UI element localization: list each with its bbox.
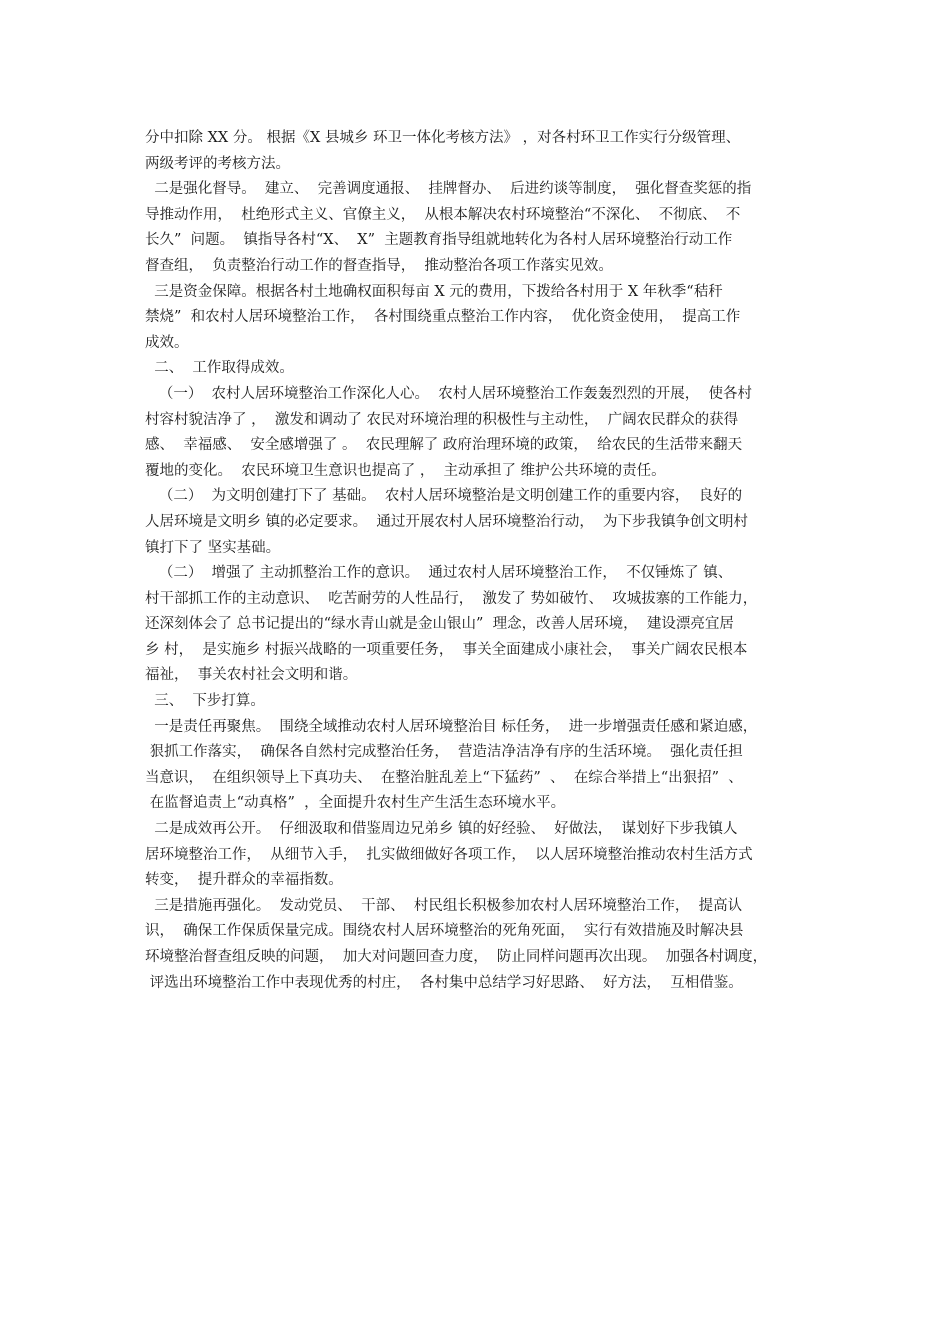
text-line: （二） 为文明创建打下了 基础。 农村人居环境整治是文明创建工作的重要内容， 良好的	[145, 488, 743, 505]
text-line: 长久” 问题。 镇指导各村“X、 X” 主题教育指导组就地转化为各村人居环境整治行动工作	[145, 232, 733, 249]
text-line: 识， 确保工作保质保量完成。围绕农村人居环境整治的死角死面， 实行有效措施及时解决县	[145, 923, 744, 940]
text-line: 居环境整治工作， 从细节入手， 扎实做细做好各项工作， 以人居环境整治推动农村生活方式	[145, 846, 753, 863]
text-line: 成效。	[145, 334, 189, 351]
text-line: 一是责任再聚焦。 围绕全域推动农村人居环境整治目 标任务， 进一步增强责任感和紧迫感，	[145, 718, 758, 735]
text-line: 村容村貌洁净了 ， 激发和调动了 农民对环境治理的积极性与主动性， 广阔农民群众的获得	[145, 411, 739, 428]
section-heading: 二、 工作取得成效。	[145, 360, 294, 377]
text-line: 督查组， 负责整治行动工作的督查指导， 推动整治各项工作落实见效。	[145, 257, 613, 274]
section-heading: 三、 下步打算。	[145, 693, 265, 710]
text-line: 二是强化督导。 建立、 完善调度通报、 挂牌督办、 后进约谈等制度， 强化督查奖惩的指	[145, 181, 752, 198]
text-line: 还深刻体会了 总书记提出的“绿水青山就是金山银山” 理念，改善人居环境， 建设漂亮宜居	[145, 616, 734, 633]
text-line: 覆地的变化。 农民环境卫生意识也提高了 ， 主动承担了 维护公共环境的责任。	[145, 462, 666, 479]
text-line: 禁烧” 和农村人居环境整治工作， 各村围绕重点整治工作内容， 优化资金使用， 提高工作	[145, 309, 741, 326]
text-line: 评选出环境整治工作中表现优秀的村庄， 各村集中总结学习好思路、 好方法， 互相借鉴。	[145, 974, 743, 991]
text-line: （二） 增强了 主动抓整治工作的意识。 通过农村人居环境整治工作， 不仅锤炼了 镇、	[145, 565, 733, 582]
text-line: 福祉， 事关农村社会文明和谐。	[145, 667, 358, 684]
text-line: 乡 村， 是实施乡 村振兴战略的一项重要任务， 事关全面建成小康社会， 事关广阔农民根本	[145, 641, 748, 658]
text-line: 导推动作用， 杜绝形式主义、官僚主义， 从根本解决农村环境整治“不深化、 不彻底、 不	[145, 206, 741, 223]
document-page	[145, 126, 825, 996]
text-line: 当意识， 在组织领导上下真功夫、 在整治脏乱差上“下猛药” 、 在综合举措上“出狠招” 、	[145, 769, 743, 786]
text-line: 感、 幸福感、 安全感增强了 。 农民理解了 政府治理环境的政策， 给农民的生活带来翻天	[145, 437, 743, 454]
text-line: 转变， 提升群众的幸福指数。	[145, 872, 343, 889]
text-line: 环境整治督查组反映的问题， 加大对问题回查力度， 防止同样问题再次出现。 加强各村调度，	[145, 949, 768, 965]
text-line: 三是措施再强化。 发动党员、 干部、 村民组长积极参加农村人居环境整治工作， 提高认	[145, 897, 743, 914]
text-line: 在监督追责上“动真格” ，全面提升农村生产生活生态环境水平。	[145, 795, 566, 812]
text-line: 三是资金保障。根据各村土地确权面积每亩 X 元的费用，下拨给各村用于 X 年秋季“秸秆	[145, 283, 723, 300]
text-line: 二是成效再公开。 仔细汲取和借鉴周边兄弟乡 镇的好经验、 好做法， 谋划好下步我镇人	[145, 821, 738, 838]
text-line: （一） 农村人居环境整治工作深化人心。 农村人居环境整治工作轰轰烈烈的开展， 使各村	[145, 385, 752, 402]
text-line: 分中扣除 XX 分。 根据《X 县城乡 环卫一体化考核方法》 ，对各村环卫工作实行分级管理、	[145, 130, 741, 146]
text-line: 狠抓工作落实， 确保各自然村完成整治任务， 营造洁净洁净有序的生活环境。 强化责任担	[145, 744, 743, 761]
text-line: 村干部抓工作的主动意识、 吃苦耐劳的人性品行， 激发了 势如破竹、 攻城拔寨的工作能力，	[145, 590, 758, 607]
text-line: 两级考评的考核方法。	[145, 155, 290, 172]
text-line: 人居环境是文明乡 镇的必定要求。 通过开展农村人居环境整治行动， 为下步我镇争创文明村	[145, 513, 749, 530]
text-line: 镇打下了 坚实基础。	[145, 539, 281, 556]
